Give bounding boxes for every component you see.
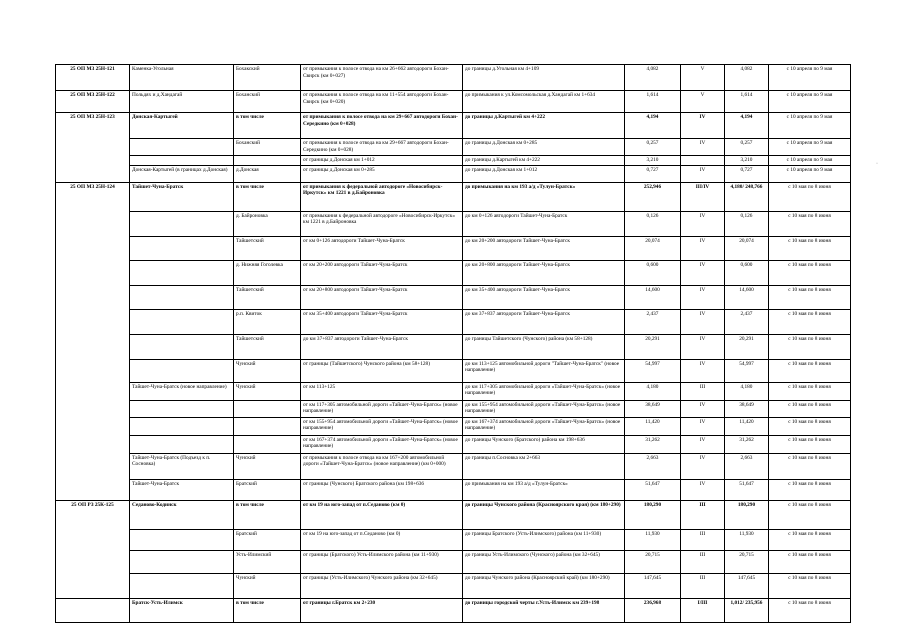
restriction-period: с 10 апреля по 9 мая [769, 156, 851, 166]
length-km: 14,600 [625, 285, 681, 309]
district: Братский [234, 529, 301, 550]
district: д.Донская [234, 165, 301, 182]
segment-start: от км 19 на юго-запад от п.Седаново (км 0) [301, 529, 463, 550]
road-category: V [681, 65, 725, 91]
district: Братский [234, 479, 301, 500]
restriction-period: с 10 апреля по 9 мая [769, 113, 851, 139]
table-row [56, 453, 851, 479]
road-name [130, 334, 234, 359]
segment-end: до границы городской черты г.Усть-Илимск км 239+198 [463, 598, 625, 622]
district [234, 400, 301, 417]
road-name: Каменка-Угольная [130, 65, 234, 91]
road-category: IV [681, 139, 725, 156]
segment-start: от км 20+200 автодороги Тайшет-Чуна-Братск [301, 260, 463, 285]
road-category: IV [681, 113, 725, 139]
segment-end: до км 20+800 автодороги Тайшет-Чуна-Братск [463, 260, 625, 285]
segment-start: от примыкания к федеральной автодороге «Новосибирск-Иркутск» км 1221 в д.Байроновка [301, 211, 463, 236]
segment-start: от км 117+305 автомобильной дороги «Тайшет-Чуна-Братск» (новое направление) [301, 400, 463, 417]
district: Тайшетский [234, 334, 301, 359]
restricted-length: 0,257 [725, 139, 769, 156]
table-row [56, 479, 851, 500]
restricted-length: 4,180/ 248,766 [725, 182, 769, 211]
length-km: 4,082 [625, 65, 681, 91]
road-category: III/IV [681, 182, 725, 211]
road-name [130, 573, 234, 598]
restriction-period: с 10 апреля по 9 мая [769, 165, 851, 182]
road-code: 25 ОП МЗ 25Н-121 [56, 65, 130, 91]
segment-start: от км 19 на юго-запад от п.Седаново (км 0) [301, 500, 463, 529]
length-km: 1,614 [625, 91, 681, 113]
segment-start: от примыкания к полосе отвода на км 11+554 автодороги Бохан-Свирск (км 0+020) [301, 91, 463, 113]
segment-end: до км 37+837 автодороги Тайшет-Чуна-Братск [463, 309, 625, 334]
restricted-length: 2,437 [725, 309, 769, 334]
road-category: IV [681, 309, 725, 334]
road-category: III [681, 573, 725, 598]
district: в том числе [234, 113, 301, 139]
district: д. Нижняя Гоголевка [234, 260, 301, 285]
length-km: 2,663 [625, 453, 681, 479]
segment-start: от км 35+400 автодороги Тайшет-Чуна-Братск [301, 309, 463, 334]
table-row [56, 382, 851, 400]
road-category: I/III [681, 598, 725, 622]
length-km: 4,180 [625, 382, 681, 400]
segment-end: до примыкания на км 193 а/д «Тулун-Братск» [463, 182, 625, 211]
length-km: 0,600 [625, 260, 681, 285]
segment-end: до примыкания к ул.Комсомольская д.Хандагай км 1+634 [463, 91, 625, 113]
segment-end: до границы Усть-Илимского (Чунского) района (км 32+645) [463, 550, 625, 573]
restriction-period: с 10 мая по 8 июня [769, 359, 851, 382]
district: Чунский [234, 359, 301, 382]
road-name: Тайшет-Чуна-Братск (новое направление) [130, 382, 234, 400]
table-row [56, 65, 851, 91]
road-category: IV [681, 479, 725, 500]
table-row [56, 309, 851, 334]
district: р.п. Квиток [234, 309, 301, 334]
table-row [56, 500, 851, 529]
road-code: 25 ОП РЗ 25К-125 [56, 500, 130, 598]
length-km: 31,262 [625, 435, 681, 453]
table-row [56, 598, 851, 622]
document-page [55, 64, 860, 606]
segment-end: до границы Братского (Усть-Илимского) района (км 11+930) [463, 529, 625, 550]
segment-end: до км 35+400 автодороги Тайшет-Чуна-Братск [463, 285, 625, 309]
road-category: IV [681, 211, 725, 236]
restriction-period: с 10 мая по 8 июня [769, 500, 851, 529]
table-row [56, 435, 851, 453]
restriction-period: с 10 мая по 8 июня [769, 598, 851, 622]
restricted-length: 4,194 [725, 113, 769, 139]
restricted-length: 3,210 [725, 156, 769, 166]
road-restrictions-table [55, 64, 851, 623]
segment-end: до км 167+374 автомобильной дороги «Тайшет-Чуна-Братск» (новое направление) [463, 417, 625, 435]
road-name [130, 550, 234, 573]
road-code: 25 ОП МЗ 25Н-122 [56, 91, 130, 113]
length-km: 2,437 [625, 309, 681, 334]
road-category: III [681, 550, 725, 573]
road-name: Братск-Усть-Илимск [130, 598, 234, 622]
length-km: 11,420 [625, 417, 681, 435]
restricted-length: 11,930 [725, 529, 769, 550]
road-category: IV [681, 260, 725, 285]
restricted-length: 0,600 [725, 260, 769, 285]
road-name: Тайшет-Чуна-Братск [130, 479, 234, 500]
segment-start: от примыкания к полосе отвода на км 167+200 автомобильной дороги «Тайшет-Чуна-Братск» (новое направление) (км 0+000) [301, 453, 463, 479]
restricted-length: 0,727 [725, 165, 769, 182]
table-row [56, 165, 851, 182]
segment-end: до границы д.Донская км 0+285 [463, 139, 625, 156]
road-name: Тайшет-Чуна-Братск [130, 182, 234, 211]
length-km: 20,074 [625, 236, 681, 260]
table-row [56, 156, 851, 166]
road-category: IV [681, 359, 725, 382]
district: Боханский [234, 91, 301, 113]
restriction-period: с 10 апреля по 9 мая [769, 65, 851, 91]
road-category: IV [681, 236, 725, 260]
restricted-length: 20,291 [725, 334, 769, 359]
district [234, 417, 301, 435]
restriction-period: с 10 мая по 8 июня [769, 211, 851, 236]
restricted-length: 147,645 [725, 573, 769, 598]
restriction-period: с 10 мая по 8 июня [769, 382, 851, 400]
restriction-period: с 10 мая по 8 июня [769, 550, 851, 573]
road-name [130, 211, 234, 236]
segment-start: от границы г.Братск км 2+230 [301, 598, 463, 622]
table-row [56, 359, 851, 382]
table-row [56, 113, 851, 139]
road-name [130, 156, 234, 166]
segment-start: от км 20+800 автодороги Тайшет-Чуна-Братск [301, 285, 463, 309]
restricted-length: 51,647 [725, 479, 769, 500]
table-row [56, 91, 851, 113]
table-row [56, 529, 851, 550]
restricted-length: 20,715 [725, 550, 769, 573]
restriction-period: с 10 мая по 8 июня [769, 529, 851, 550]
road-name: Донская-Картыгей [130, 113, 234, 139]
segment-end: до границы д.Картыгей км 4+222 [463, 156, 625, 166]
segment-end: до км 113+125 автомобильной дороги "Тайшет-Чуна-Братск" (новое направление) [463, 359, 625, 382]
length-km: 3,210 [625, 156, 681, 166]
restriction-period: с 10 мая по 8 июня [769, 182, 851, 211]
restriction-period: с 10 мая по 8 июня [769, 479, 851, 500]
segment-end: до границы д.Донская км 1+012 [463, 165, 625, 182]
road-name [130, 400, 234, 417]
table-row [56, 550, 851, 573]
segment-end: до границы Тайшетского (Чунского) района (км 58+128) [463, 334, 625, 359]
road-name [130, 417, 234, 435]
district [234, 435, 301, 453]
restriction-period: с 10 мая по 8 июня [769, 285, 851, 309]
segment-end: до границы Чунского района (Красноярский край) (км 180+290) [463, 573, 625, 598]
length-km: 0,126 [625, 211, 681, 236]
table-row [56, 573, 851, 598]
district: д. Байроновка [234, 211, 301, 236]
table-row [56, 139, 851, 156]
segment-start: от км 0+126 автодороги Тайшет-Чуна-Братск [301, 236, 463, 260]
segment-start: от км 167+374 автомобильной дороги «Тайшет-Чуна-Братск» (новое направление) [301, 435, 463, 453]
table-row [56, 400, 851, 417]
road-category: III [681, 529, 725, 550]
segment-end: до границы Чунского (Братского) района км 198+636 [463, 435, 625, 453]
road-category: IV [681, 453, 725, 479]
road-name [130, 435, 234, 453]
road-category [681, 156, 725, 166]
road-name [130, 309, 234, 334]
restriction-period: с 10 мая по 8 июня [769, 573, 851, 598]
segment-start: до км 37+837 автодороги Тайшет-Чуна-Братск [301, 334, 463, 359]
restriction-period: с 10 апреля по 9 мая [769, 139, 851, 156]
road-category: IV [681, 400, 725, 417]
restricted-length: 11,420 [725, 417, 769, 435]
length-km: 54,997 [625, 359, 681, 382]
segment-start: от примыкания к федеральной автодороге «Новосибирск-Иркутск» км 1221 в д.Байроновка [301, 182, 463, 211]
segment-end: до км 155+954 автомобильной дороги «Тайшет-Чуна-Братск» (новое направление) [463, 400, 625, 417]
segment-end: до примыкания на км 193 а/д «Тулун-Братск» [463, 479, 625, 500]
restricted-length: 4,180 [725, 382, 769, 400]
restriction-period: с 10 мая по 8 июня [769, 453, 851, 479]
restricted-length: 1,012/ 235,956 [725, 598, 769, 622]
road-code: 25 ОП МЗ 25Н-123 [56, 113, 130, 183]
segment-start: от границы (Тайшетского) Чунского района (км 58+128) [301, 359, 463, 382]
road-name: Тайшет-Чуна-Братск (Подъезд к п. Сосновка) [130, 453, 234, 479]
district: Боханский [234, 139, 301, 156]
length-km: 252,946 [625, 182, 681, 211]
road-name [130, 285, 234, 309]
restricted-length: 20,074 [725, 236, 769, 260]
segment-start: от границы д.Донская км 1+012 [301, 156, 463, 166]
margin-mark: · [876, 161, 878, 167]
district: Тайшетский [234, 285, 301, 309]
length-km: 20,715 [625, 550, 681, 573]
road-name: Польдях и д.Хандагай [130, 91, 234, 113]
restriction-period: с 10 мая по 8 июня [769, 236, 851, 260]
length-km: 51,647 [625, 479, 681, 500]
segment-start: от границы (Усть-Илимского) Чунского района (км 32+645) [301, 573, 463, 598]
road-name: Донская-Картыгей (в границах д.Донская) [130, 165, 234, 182]
length-km: 236,968 [625, 598, 681, 622]
district: Бохакский [234, 65, 301, 91]
district: Чунский [234, 382, 301, 400]
restricted-length: 4,082 [725, 65, 769, 91]
road-name [130, 359, 234, 382]
table-row [56, 211, 851, 236]
district: в том числе [234, 500, 301, 529]
road-name [130, 260, 234, 285]
restricted-length: 14,600 [725, 285, 769, 309]
road-name [130, 236, 234, 260]
restriction-period: с 10 мая по 8 июня [769, 417, 851, 435]
length-km: 147,645 [625, 573, 681, 598]
district: Чунский [234, 573, 301, 598]
table-row [56, 417, 851, 435]
district: в том числе [234, 182, 301, 211]
restricted-length: 54,997 [725, 359, 769, 382]
restricted-length: 0,126 [725, 211, 769, 236]
table-row [56, 285, 851, 309]
road-category: IV [681, 285, 725, 309]
segment-start: от примыкания к полосе отвода на км 29+667 автодороги Бохан-Середкино (км 0+028) [301, 113, 463, 139]
length-km: 0,727 [625, 165, 681, 182]
length-km: 20,291 [625, 334, 681, 359]
restriction-period: с 10 мая по 8 июня [769, 309, 851, 334]
restricted-length: 180,290 [725, 500, 769, 529]
length-km: 11,930 [625, 529, 681, 550]
district: Усть-Илимский [234, 550, 301, 573]
length-km: 0,257 [625, 139, 681, 156]
restricted-length: 1,614 [725, 91, 769, 113]
district: Тайшетский [234, 236, 301, 260]
segment-end: до границы д.Картыгей км 4+222 [463, 113, 625, 139]
road-category: IV [681, 334, 725, 359]
road-category: III [681, 500, 725, 529]
road-category: IV [681, 417, 725, 435]
restriction-period: с 10 мая по 8 июня [769, 435, 851, 453]
road-name [130, 529, 234, 550]
restricted-length: 31,262 [725, 435, 769, 453]
segment-start: от км 113+125 [301, 382, 463, 400]
segment-end: до км 20+200 автодороги Тайшет-Чуна-Братск [463, 236, 625, 260]
table-row [56, 260, 851, 285]
road-code [56, 598, 130, 622]
segment-end: до границы Чунского района (Красноярского края) (км 180+290) [463, 500, 625, 529]
restriction-period: с 10 апреля по 9 мая [769, 91, 851, 113]
restriction-period: с 10 мая по 8 июня [769, 400, 851, 417]
segment-end: до км 117+305 автомобильной дороги «Тайшет-Чуна-Братск» (новое направление) [463, 382, 625, 400]
table-row [56, 236, 851, 260]
length-km: 180,290 [625, 500, 681, 529]
segment-end: до границы п.Сосновка км 2+663 [463, 453, 625, 479]
segment-start: от границы (Чунского) Братского района (км 198+636 [301, 479, 463, 500]
road-category: III [681, 382, 725, 400]
district: Чунский [234, 453, 301, 479]
segment-start: от км 155+954 автомобильной дороги «Тайшет-Чуна-Братск» (новое направление) [301, 417, 463, 435]
segment-start: от границы (Братского) Усть-Илимского района (км 11+930) [301, 550, 463, 573]
segment-end: до км 0+126 автодороги Тайшет-Чуна-Братск [463, 211, 625, 236]
road-category: V [681, 91, 725, 113]
road-category: IV [681, 165, 725, 182]
segment-start: от примыкания к полосе отвода на км 26+662 автодороги Бохан-Свирск (км 0+027) [301, 65, 463, 91]
restricted-length: 2,663 [725, 453, 769, 479]
road-name: Седаново-Кодинск [130, 500, 234, 529]
restricted-length: 38,649 [725, 400, 769, 417]
segment-start: от примыкания к полосе отвода на км 29+667 автодороги Бохан-Середкино (км 0+028) [301, 139, 463, 156]
length-km: 38,649 [625, 400, 681, 417]
segment-end: до границы д.Угольная км 4+109 [463, 65, 625, 91]
restriction-period: с 10 мая по 8 июня [769, 260, 851, 285]
table-row [56, 182, 851, 211]
road-category: IV [681, 435, 725, 453]
district: в том числе [234, 598, 301, 622]
district [234, 156, 301, 166]
road-code: 25 ОП МЗ 25Н-124 [56, 182, 130, 500]
road-name [130, 139, 234, 156]
length-km: 4,194 [625, 113, 681, 139]
table-row [56, 334, 851, 359]
restriction-period: с 10 мая по 8 июня [769, 334, 851, 359]
segment-start: от границы д.Донская км 0+285 [301, 165, 463, 182]
